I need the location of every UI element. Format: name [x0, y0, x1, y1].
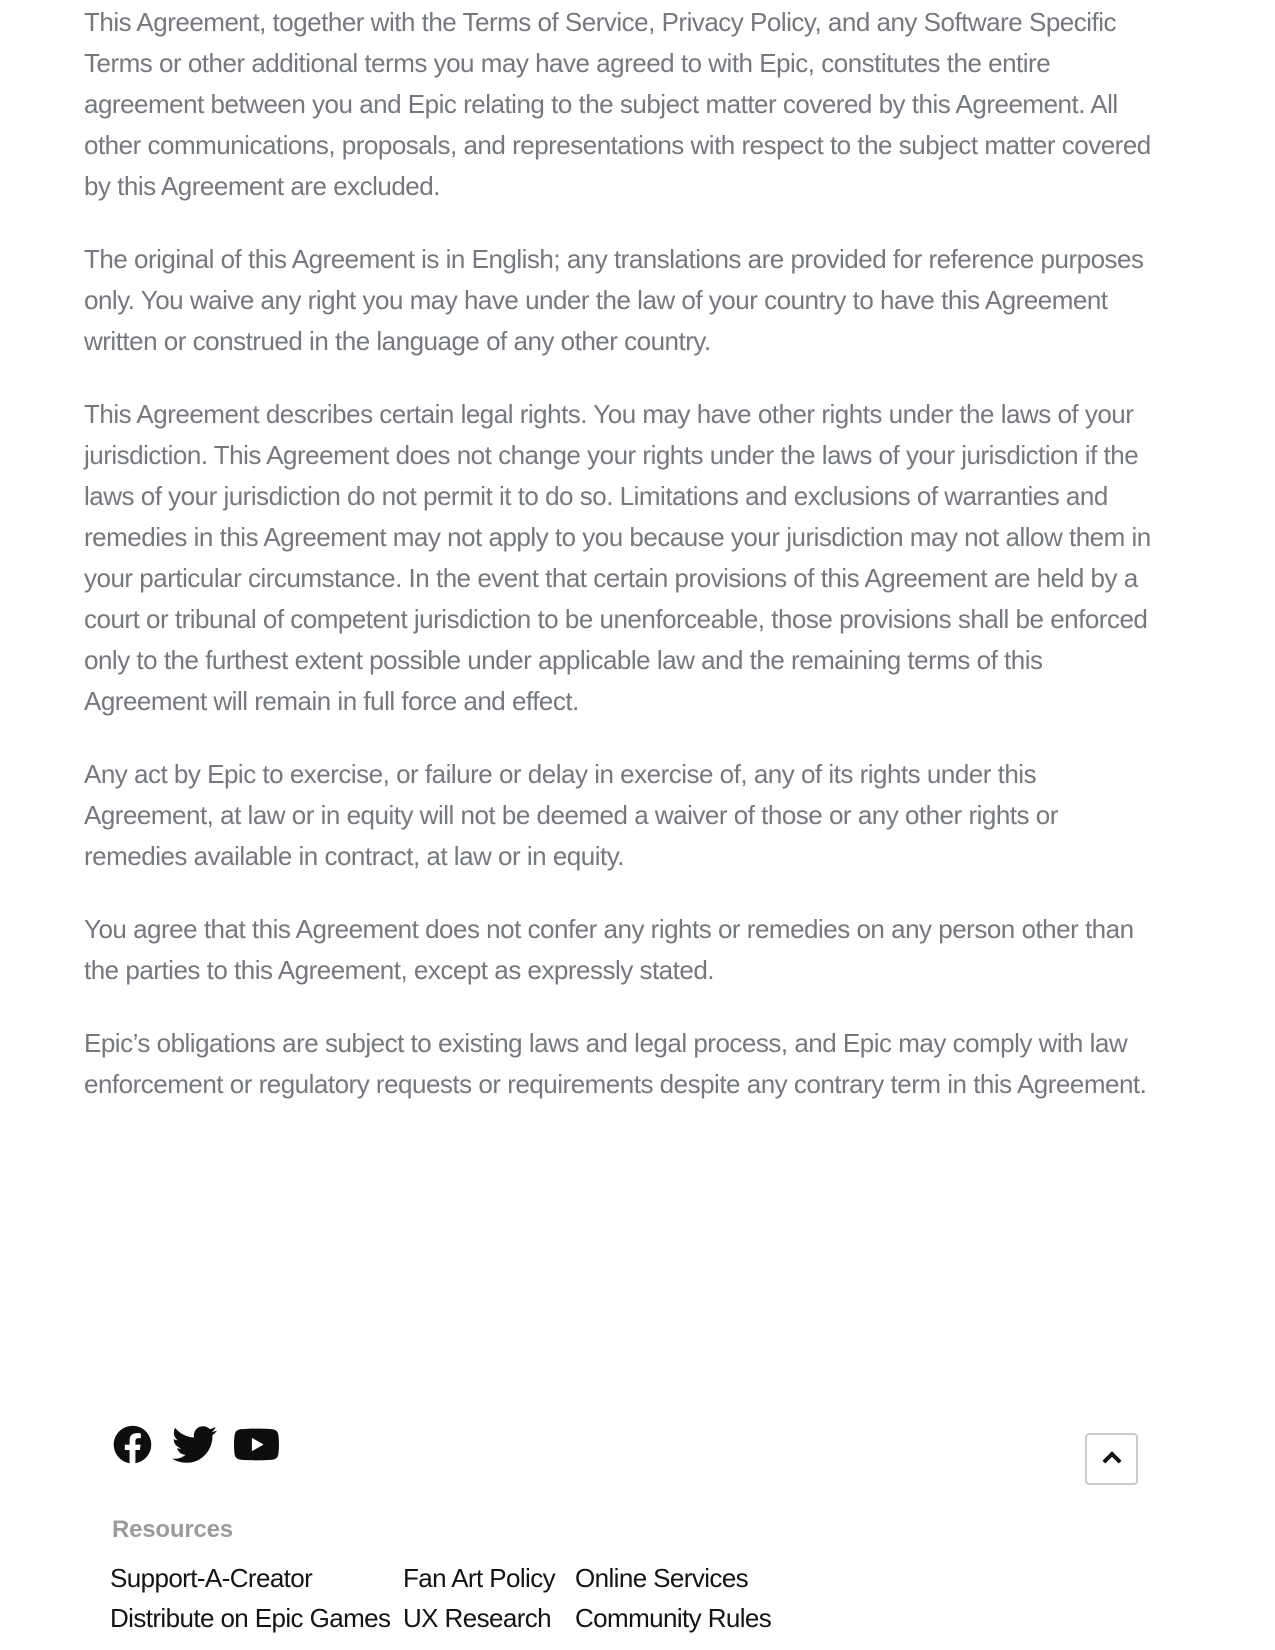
- footer-link-ux-research[interactable]: UX Research: [403, 1603, 552, 1633]
- footer-link-fan-art-policy[interactable]: Fan Art Policy: [403, 1563, 555, 1593]
- footer-link-online-services[interactable]: Online Services: [575, 1563, 749, 1593]
- chevron-up-icon: [1097, 1444, 1127, 1474]
- footer-column-2: [403, 1558, 555, 1638]
- legal-paragraph-no-third-party-rights: You agree that this Agreement does not confer any rights or remedies on any person other than the parties to this Agreement, except as expressly stated.: [84, 914, 1134, 985]
- facebook-icon[interactable]: [110, 1422, 155, 1467]
- footer-column-3: [575, 1558, 771, 1638]
- footer-link-distribute-on-epic-games[interactable]: Distribute on Epic Games: [110, 1603, 391, 1633]
- legal-paragraph-entire-agreement: This Agreement, together with the Terms of Service, Privacy Policy, and any Software Specific Terms or other additional terms you may have agreed to with Epic, constitutes the entire agreement between you and Epic relating to the subject matter covered by this Agreement. All other communications, proposals, and representations with respect to the subject matter covered by this Agreement are excluded.: [84, 7, 1151, 201]
- footer-resources-heading: Resources: [112, 1516, 233, 1543]
- footer-column-1: [110, 1558, 390, 1638]
- legal-paragraph-law-enforcement: Epic’s obligations are subject to existing laws and legal process, and Epic may comply with law enforcement or regulatory requests or requirements despite any contrary term in this Agreement.: [84, 1028, 1147, 1099]
- youtube-icon[interactable]: [234, 1422, 279, 1467]
- scroll-to-top-button[interactable]: [1085, 1433, 1138, 1485]
- legal-paragraph-english-original: The original of this Agreement is in English; any translations are provided for reference purposes only. You waive any right you may have under the law of your country to have this Agreement written or construed in the language of any other country.: [84, 244, 1144, 356]
- twitter-icon[interactable]: [172, 1422, 217, 1467]
- footer-link-community-rules[interactable]: Community Rules: [575, 1603, 772, 1633]
- legal-paragraph-no-waiver: Any act by Epic to exercise, or failure or delay in exercise of, any of its rights under this Agreement, at law or in equity will not be deemed a waiver of those or any other rights or remedies available in contract, at law or in equity.: [84, 759, 1058, 871]
- footer-link-support-a-creator[interactable]: Support-A-Creator: [110, 1563, 313, 1593]
- agreement-text-section: [84, 2, 1164, 1137]
- legal-paragraph-legal-rights: This Agreement describes certain legal rights. You may have other rights under the laws of your jurisdiction. This Agreement does not change your rights under the laws of your jurisdiction if the laws of your jurisdiction do not permit it to do so. Limitations and exclusions of warranties and remedies in this Agreement may not apply to you because your jurisdiction may not allow them in your particular circumstance. In the event that certain provisions of this Agreement are held by a court or tribunal of competent jurisdiction to be unenforceable, those provisions shall be enforced only to the furthest extent possible under applicable law and the remaining terms of this Agreement will remain in full force and effect.: [84, 399, 1151, 716]
- social-links-row: [110, 1422, 279, 1467]
